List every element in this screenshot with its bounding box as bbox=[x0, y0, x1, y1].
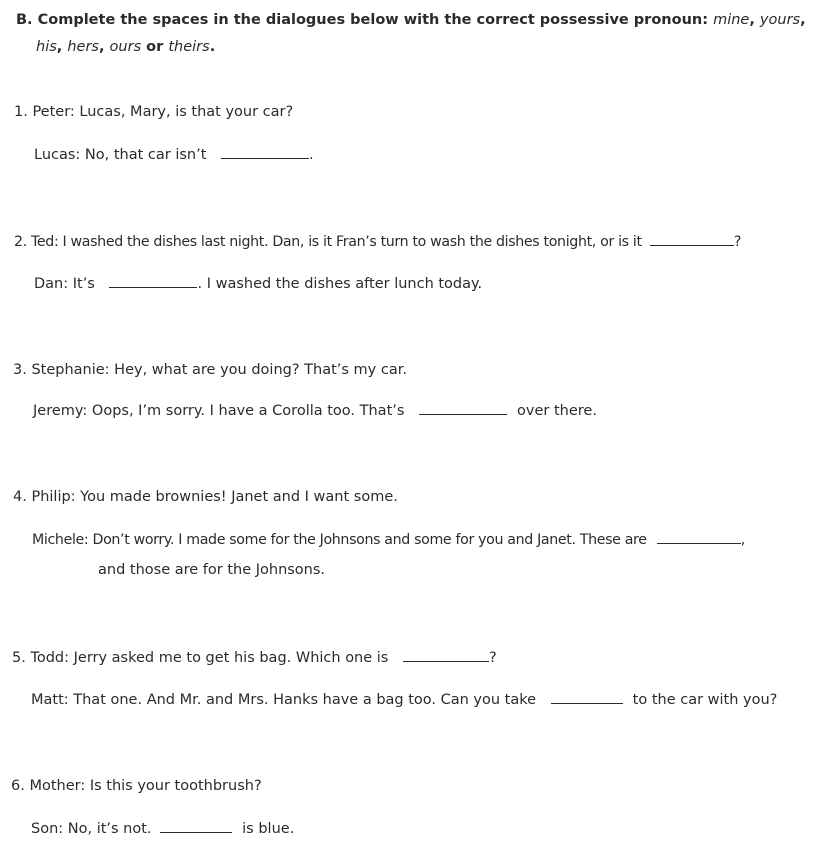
item-2-line-2: Dan: It’s . I washed the dishes after lunch today. bbox=[34, 273, 482, 294]
answer-blank-3[interactable] bbox=[419, 400, 507, 415]
option-hers: hers bbox=[67, 39, 99, 55]
instruction-label: B. bbox=[16, 12, 33, 28]
answer-blank-5a[interactable] bbox=[403, 647, 489, 662]
dialogue-text: Mother: Is this your toothbrush? bbox=[29, 778, 262, 794]
dialogue-text: and those are for the Johnsons. bbox=[98, 562, 326, 578]
item-number: 3. bbox=[13, 362, 27, 378]
dialogue-text: Philip: You made brownies! Janet and I want some. bbox=[31, 489, 398, 505]
item-number: 5. bbox=[12, 650, 26, 666]
dialogue-text: Peter: Lucas, Mary, is that your car? bbox=[32, 104, 294, 120]
option-theirs: theirs bbox=[168, 39, 210, 55]
item-number: 6. bbox=[11, 778, 25, 794]
dialogue-text: Stephanie: Hey, what are you doing? That’s my car. bbox=[31, 362, 407, 378]
answer-blank-1[interactable] bbox=[221, 144, 309, 159]
item-5-line-1: 5. Todd: Jerry asked me to get his bag. Which one is ? bbox=[12, 647, 497, 668]
item-1-line-2: Lucas: No, that car isn’t . bbox=[34, 144, 314, 165]
item-5-line-2: Matt: That one. And Mr. and Mrs. Hanks have a bag too. Can you take to the car with you? bbox=[31, 689, 777, 710]
dialogue-text: Matt: That one. And Mr. and Mrs. Hanks have a bag too. Can you take bbox=[31, 692, 537, 708]
option-ours: ours bbox=[109, 39, 142, 55]
item-4-line-1 bbox=[13, 487, 398, 507]
item-2-line-1: 2. Ted: I washed the dishes last night. Dan, is it Fran’s turn to wash the dishes tonight, or is it ? bbox=[14, 231, 741, 252]
item-6-line-1 bbox=[11, 776, 262, 796]
dialogue-text: Son: No, it’s not. bbox=[31, 821, 152, 837]
item-3-line-2: Jeremy: Oops, I’m sorry. I have a Corolla too. That’s over there. bbox=[33, 400, 597, 421]
dialogue-text: Michele: Don’t worry. I made some for the Johnsons and some for you and Janet. These are bbox=[32, 532, 647, 548]
dialogue-text: Ted: I washed the dishes last night. Dan, is it Fran’s turn to wash the dishes tonight, or is it bbox=[31, 234, 642, 250]
option-mine: mine bbox=[713, 12, 750, 28]
dialogue-text: Dan: It’s bbox=[34, 276, 95, 292]
answer-blank-4[interactable] bbox=[657, 529, 741, 544]
option-his: his bbox=[36, 39, 57, 55]
item-number: 2. bbox=[14, 234, 27, 250]
option-yours: yours bbox=[759, 12, 801, 28]
item-number: 4. bbox=[13, 489, 27, 505]
item-1-line-1 bbox=[14, 102, 293, 122]
dialogue-text: Jeremy: Oops, I’m sorry. I have a Corolla too. That’s bbox=[33, 403, 405, 419]
item-4-line-2: Michele: Don’t worry. I made some for the Johnsons and some for you and Janet. These are , bbox=[32, 529, 745, 550]
answer-blank-5b[interactable] bbox=[551, 689, 623, 704]
answer-blank-2b[interactable] bbox=[109, 273, 197, 288]
item-4-line-3 bbox=[98, 560, 325, 580]
item-6-line-2: Son: No, it’s not. is blue. bbox=[31, 818, 294, 839]
item-3-line-1 bbox=[13, 360, 407, 380]
item-number: 1. bbox=[14, 104, 28, 120]
dialogue-text: Todd: Jerry asked me to get his bag. Which one is bbox=[30, 650, 389, 666]
dialogue-text: Lucas: No, that car isn’t bbox=[34, 147, 207, 163]
answer-blank-2a[interactable] bbox=[650, 231, 734, 246]
answer-blank-6[interactable] bbox=[160, 818, 232, 833]
instruction-line-2: his, hers, ours or theirs. bbox=[36, 39, 216, 55]
instruction-text: Complete the spaces in the dialogues below with the correct possessive pronoun: bbox=[37, 12, 709, 28]
instruction-line-1: B. Complete the spaces in the dialogues below with the correct possessive pronoun: mine, yours, bbox=[16, 12, 806, 28]
